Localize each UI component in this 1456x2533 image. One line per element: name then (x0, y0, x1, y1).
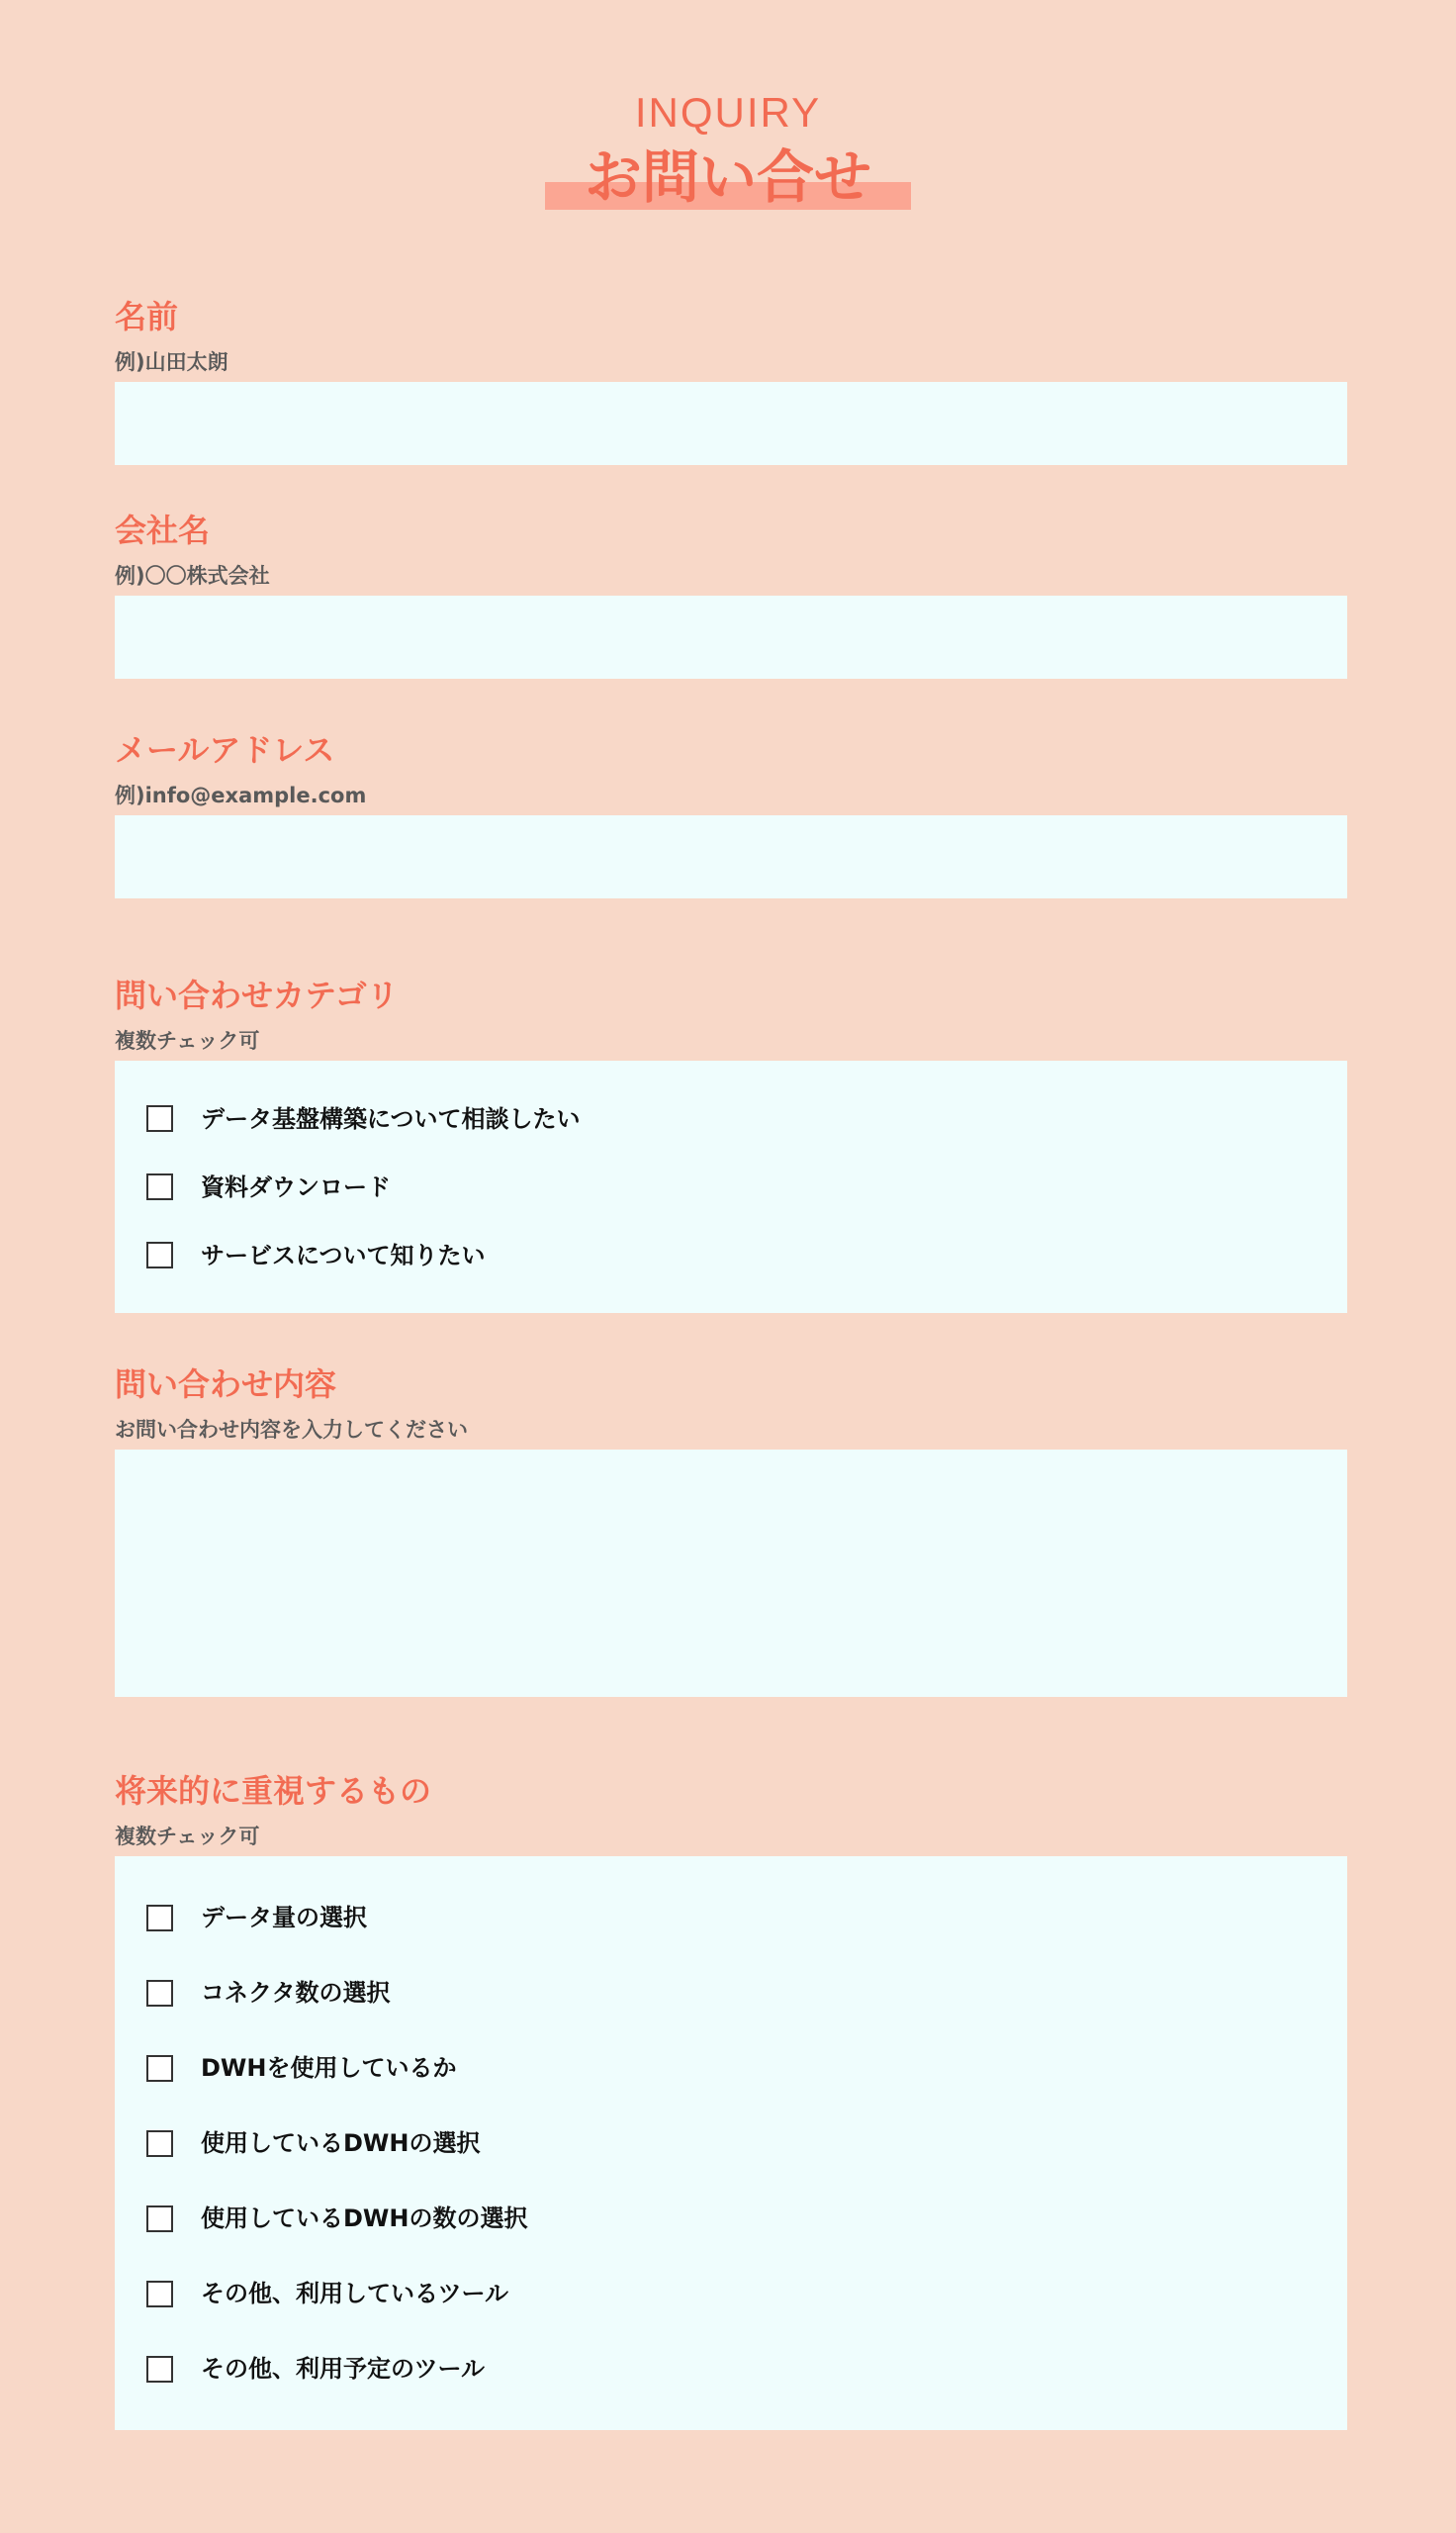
checkbox[interactable] (146, 1242, 173, 1268)
priorities-field-group (115, 1771, 1347, 2430)
page-header (0, 87, 1456, 212)
priority-option-label: 使用しているDWHの数の選択 (201, 2205, 528, 2232)
checkbox[interactable] (146, 2055, 173, 2082)
content-hint: お問い合わせ内容を入力してください (115, 1418, 468, 1442)
priority-option-label: コネクタ数の選択 (201, 1979, 391, 2007)
category-checkbox-group (115, 1061, 1347, 1313)
page-title-ja-wrap (545, 142, 911, 212)
priority-option[interactable] (146, 2106, 1347, 2181)
category-field-group (115, 976, 1347, 1313)
category-option[interactable] (146, 1084, 1347, 1153)
company-input[interactable] (115, 596, 1347, 679)
name-label: 名前 (115, 298, 179, 335)
priority-option[interactable] (146, 2331, 1347, 2406)
name-input[interactable] (115, 382, 1347, 465)
checkbox[interactable] (146, 2130, 173, 2157)
checkbox[interactable] (146, 2356, 173, 2383)
category-label: 問い合わせカテゴリ (115, 977, 399, 1014)
checkbox[interactable] (146, 1173, 173, 1200)
category-option-label: データ基盤構築について相談したい (201, 1104, 581, 1133)
priority-option[interactable] (146, 1880, 1347, 1955)
priority-option-label: その他、利用予定のツール (201, 2355, 486, 2383)
email-label: メールアドレス (115, 731, 335, 769)
content-textarea[interactable] (115, 1450, 1347, 1697)
name-field-group (115, 297, 1347, 465)
email-input[interactable] (115, 815, 1347, 898)
priority-option[interactable] (146, 1955, 1347, 2030)
checkbox[interactable] (146, 2205, 173, 2232)
company-field-group (115, 511, 1347, 679)
priorities-label: 将来的に重視するもの (115, 1772, 432, 1810)
checkbox[interactable] (146, 1980, 173, 2007)
page-title: お問い合せ (584, 143, 871, 211)
category-option[interactable] (146, 1153, 1347, 1221)
priorities-hint: 複数チェック可 (115, 1825, 260, 1848)
checkbox[interactable] (146, 1105, 173, 1132)
priority-option[interactable] (146, 2181, 1347, 2256)
page-title-en: INQUIRY (634, 89, 822, 136)
priority-option-label: DWHを使用しているか (201, 2054, 457, 2082)
checkbox[interactable] (146, 2281, 173, 2307)
category-hint: 複数チェック可 (115, 1029, 260, 1053)
email-hint: 例)info@example.com (115, 784, 367, 807)
checkbox[interactable] (146, 1905, 173, 1931)
content-field-group (115, 1364, 1347, 1697)
priority-option-label: データ量の選択 (201, 1904, 367, 1931)
name-hint: 例)山田太朗 (115, 350, 228, 374)
company-hint: 例)〇〇株式会社 (115, 564, 270, 588)
priority-option-label: 使用しているDWHの選択 (201, 2129, 481, 2157)
content-label: 問い合わせ内容 (115, 1365, 337, 1403)
company-label: 会社名 (115, 512, 211, 549)
category-option-label: サービスについて知りたい (201, 1241, 486, 1269)
category-option[interactable] (146, 1221, 1347, 1289)
priority-option[interactable] (146, 2030, 1347, 2106)
priority-option-label: その他、利用しているツール (201, 2280, 509, 2307)
priorities-checkbox-group (115, 1856, 1347, 2430)
priority-option[interactable] (146, 2256, 1347, 2331)
category-option-label: 資料ダウンロード (201, 1173, 391, 1201)
email-field-group (115, 730, 1347, 898)
